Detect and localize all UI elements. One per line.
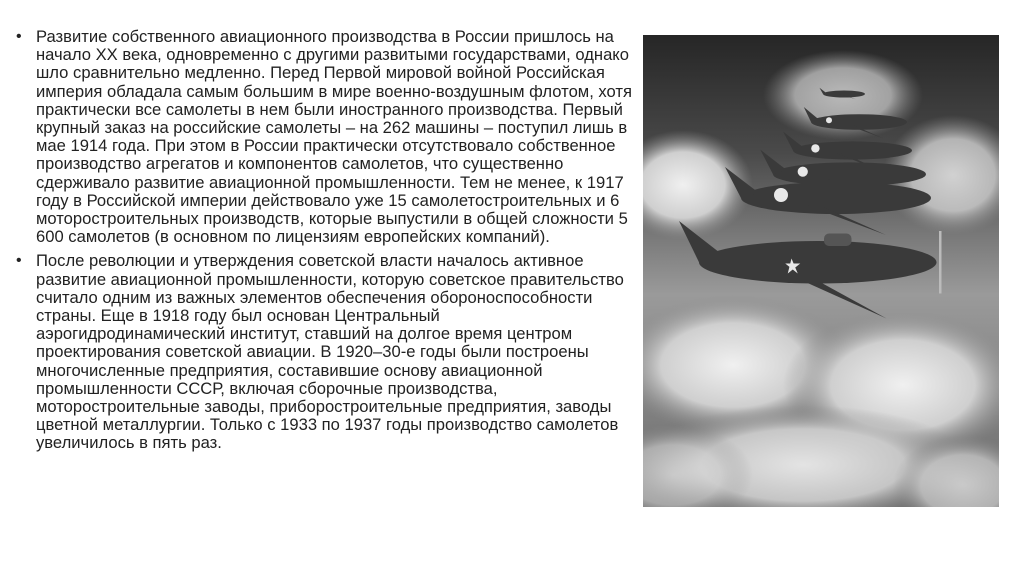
bullet-paragraph-1 [14,28,632,246]
text-column [14,28,632,459]
photo-illustration [643,35,999,507]
bullet-dot-icon: • [16,252,22,270]
bullet-dot-icon: • [16,28,22,45]
paragraph-text: Развитие собственного авиационного производства в России пришлось на начало XX века, одновременно с другими развитыми государствами, однако шло сравнительно медленно. Перед Первой мировой войной Российская империя обладала самым большим в мире военно-воздушным флотом, хотя практически все самолеты в нем были иностранного производства. Первый крупный заказ на российские самолеты – на 262 машины – поступил лишь в мае 1914 года. При этом в России практически отсутствовало собственное производство агрегатов и компонентов самолетов, что существенно сдерживало развитие авиационной промышленности. Тем не менее, к 1917 году в Российской империи действовало уже 15 самолетостроительных и 6 моторостроительных производств, которые выпустили в общей сложности 5 600 самолетов (в основном по лицензиям европейских компаний). [36,27,632,247]
aircraft-formation-photo [643,35,999,507]
paragraph-text: После революции и утверждения советской власти началось активное развитие авиационной промышленности, которую советское правительство считало одним из важных элементов обеспечения обороноспособности страны. Еще в 1918 году был основан Центральный аэрогидродинамический институт, ставший на долгое время центром проектирования советской авиации. В 1920–30-е годы были построены многочисленные предприятия, составившие основу авиационной промышленности СССР, включая сборочные производства, моторостроительные заводы, приборостроительные предприятия, заводы цветной металлургии. Только с 1933 по 1937 годы производство самолетов увеличилось в пять раз. [36,251,624,453]
bullet-paragraph-2 [14,252,632,452]
